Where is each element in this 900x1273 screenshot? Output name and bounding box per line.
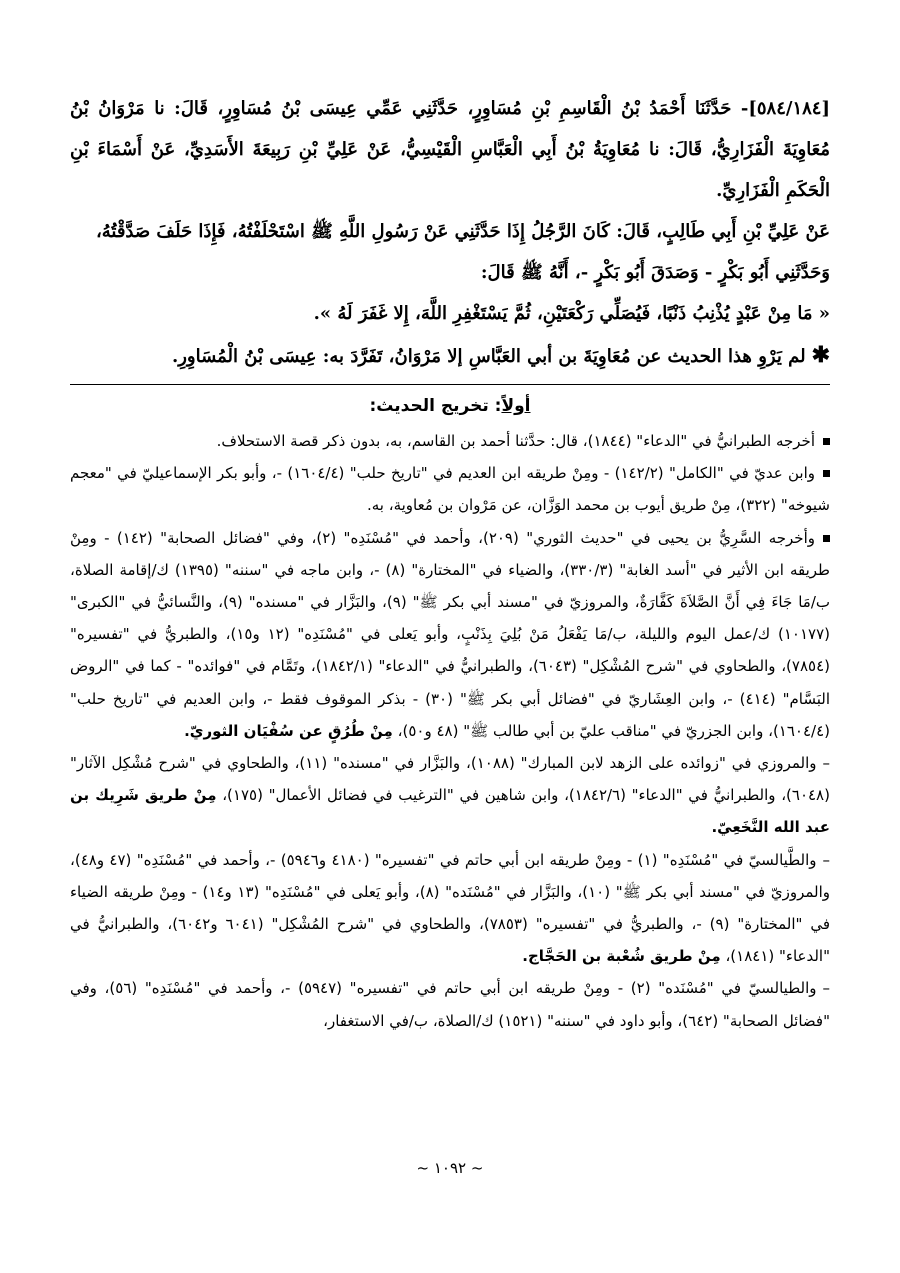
paragraph-text: والطَّيالسيّ في "مُسْنَدِه" (١) - ومِنْ طريقه ابن أبي حاتم في "تفسيره" (٤١٨٠ و٥٩٤٦) -، وأحمد في "مُسْنَدِه" (٤٧ و٤٨)، والمروزيّ في "مسند أبي بكر ﷺ" (١٠)، والبَزَّار في "مُسْنَده" (٨)، وأبو يَعلى في "مُسْنَدِه" (١٣ و١٤) - ومِنْ طريقه الضياء في "المختارة" (٩) -، والطبريُّ في "تفسيره" (٧٨٥٣)، والطحاوي في "شرح المُشْكِل" (٦٠٤١ و٦٠٤٢)، والطبرانيُّ في "الدعاء" (١٨٤١)،	[70, 850, 831, 966]
section-heading-label: أولاً	[501, 396, 531, 416]
dash-marker: –	[822, 979, 830, 998]
takhrij-paragraph	[70, 425, 830, 457]
page-body	[70, 88, 830, 1037]
dash-marker: –	[822, 850, 830, 869]
takhrij-paragraph	[70, 522, 830, 747]
square-bullet-icon	[823, 438, 830, 445]
paragraph-bold-source: مِنْ طريق شَرِيك بن عبد الله النَّخَعِيّ.	[70, 786, 830, 837]
star-icon: ✱	[811, 342, 830, 368]
paragraph-text: والطيالسيّ في "مُسْنَده" (٢) - ومِنْ طريقه ابن أبي حاتم في "تفسيره" (٥٩٤٧) -، وأحمد في "مُسْنَدِه" (٥٦)، وفي "فضائل الصحابة" (٦٤٢)، وأبو داود في "سننه" (١٥٢١) ك/الصلاة، ب/في الاستغفار،	[70, 979, 830, 1030]
section-heading-rest: : تخريج الحديث:	[369, 396, 502, 416]
dash-marker: –	[822, 754, 830, 773]
paragraph-bold-source: مِنْ طريق شُعْبة بن الحَجَّاج.	[522, 947, 721, 966]
square-bullet-icon	[823, 535, 830, 542]
hadith-isnad	[70, 88, 830, 211]
hadith-note	[70, 334, 830, 378]
paragraph-text: وأخرجه السَّرِيُّ بن يحيى في "حديث الثوري" (٢٠٩)، وأحمد في "مُسْنَدِه" (٢)، وفي "فضائل الصحابة" (١٤٢) - ومِنْ طريقه ابن الأثير في "أسد الغابة" (٣٣٠/٣)، والضياء في "المختارة" (٨) -، وابن ماجه في "سننه" (١٣٩٥) ك/إقامة الصلاة، ب/مَا جَاءَ فِي أَنَّ الصَّلاَةَ كَفَّارَةٌ، والمروزيّ في "مسند أبي بكر ﷺ" (٩)، والبَزَّار في "مسنده" (٩)، والنَّسائيُّ في "الكبرى" (١٠١٧٧) ك/عمل اليوم والليلة، ب/مَا يَفْعَلُ مَنْ بُلِيَ بِذَنْبٍ، وأبو يَعلى في "مُسْنَدِه" (١٢ و١٥)، والطبريُّ في "تفسيره" (٧٨٥٤)، والطحاوي في "شرح المُشْكِل" (٦٠٤٣)، والطبرانيُّ في "الدعاء" (١٨٤٢/١)، وتَمَّام في "فوائده" - كما في "الروض البَسَّام" (٤١٤) -، وابن العِشَاريّ في "فضائل أبي بكر ﷺ" (٣٠) - بذكر الموقوف فقط -، وابن العديم في "تاريخ حلب" (١٦٠٤/٤)، وابن الجزريّ في "مناقب عليّ بن أبي طالب ﷺ" (٤٨ و٥٠)،	[70, 528, 831, 740]
takhrij-paragraph	[70, 972, 830, 1036]
paragraph-text: أخرجه الطبرانيُّ في "الدعاء" (١٨٤٤)، قال: حدَّثنا أحمد بن القاسم، به، بدون ذكر قصة الاستحلاف.	[216, 432, 815, 450]
hadith-matn: « مَا مِنْ عَبْدٍ يُذْنِبُ ذَنْبًا، فَيُصَلِّي رَكْعَتَيْنِ، ثُمَّ يَسْتَغْفِرِ اللَّهَ، إِلا غَفَرَ لَهُ ».	[313, 303, 830, 324]
hadith-text-line: وَحَدَّثَنِي أَبُو بَكْرٍ - وَصَدَقَ أَبُو بَكْرٍ -، أَنَّهُ ﷺ قَالَ:	[480, 262, 830, 283]
square-bullet-icon	[823, 470, 830, 477]
hadith-text-line: عَنْ عَلِيِّ بْنِ أَبِي طَالِبٍ، قَالَ: كَانَ الرَّجُلُ إِذَا حَدَّثَنِي عَنْ رَسُولِ اللَّهِ ﷺ اسْتَحْلَفْتُهُ، فَإِذَا حَلَفَ صَدَّقْتُهُ،	[95, 221, 830, 242]
page-number: ~ ١٠٩٢ ~	[416, 1159, 484, 1177]
takhrij-paragraph	[70, 747, 830, 844]
takhrij-paragraph	[70, 457, 830, 521]
paragraph-bold-source: مِنْ طُرُقٍ عن سُفْيَان الثوريّ.	[184, 721, 393, 740]
paragraph-text: وابن عديّ في "الكامل" (١٤٢/٢) - ومِنْ طريقه ابن العديم في "تاريخ حلب" (١٦٠٤/٤) -، وأبو بكر الإسماعيليّ في "معجم شيوخه" (٣٢٢)، مِنْ طريق أيوب بن محمد الوَزَّان، عن مَرْوان بن مُعاوية، به.	[70, 464, 830, 515]
hadith-isnad-text: - حَدَّثَنَا أَحْمَدُ بْنُ الْقَاسِمِ بْنِ مُسَاوِرٍ، حَدَّثَنِي عَمِّي عِيسَى بْنُ مُسَاوِرٍ، قَالَ: نا مَرْوَانُ بْنُ مُعَاوِيَةَ الْفَزَارِيُّ، قَالَ: نا مُعَاوِيَةُ بْنُ أَبِي الْعَبَّاسِ الْقَيْسِيُّ، عَنْ عَلِيِّ بْنِ رَبِيعَةَ الأَسَدِيِّ، عَنْ أَسْمَاءَ بْنِ الْحَكَمِ الْفَزَارِيِّ.	[70, 98, 830, 201]
hadith-ref-number: [٥٨٤/١٨٤]	[748, 98, 830, 119]
takhrij-paragraph	[70, 844, 830, 973]
section-heading	[70, 391, 830, 421]
hadith-note-text: لم يَرْوِ هذا الحديث عن مُعَاوِيَةَ بن أبي العَبَّاسِ إلا مَرْوَانُ، تَفَرَّدَ به: عِيسَى بْنُ الْمُسَاوِرِ.	[171, 346, 806, 367]
section-divider	[70, 384, 830, 385]
paragraph-text: والمروزي في "زوائده على الزهد لابن المبارك" (١٠٨٨)، والبَزَّار في "مسنده" (١١)، والطحاوي في "شرح مُشْكِل الآثار" (٦٠٤٨)، والطبرانيُّ في "الدعاء" (١٨٤٢/٦)، وابن شاهين في "الترغيب في فضائل الأعمال" (١٧٥)،	[70, 754, 830, 805]
